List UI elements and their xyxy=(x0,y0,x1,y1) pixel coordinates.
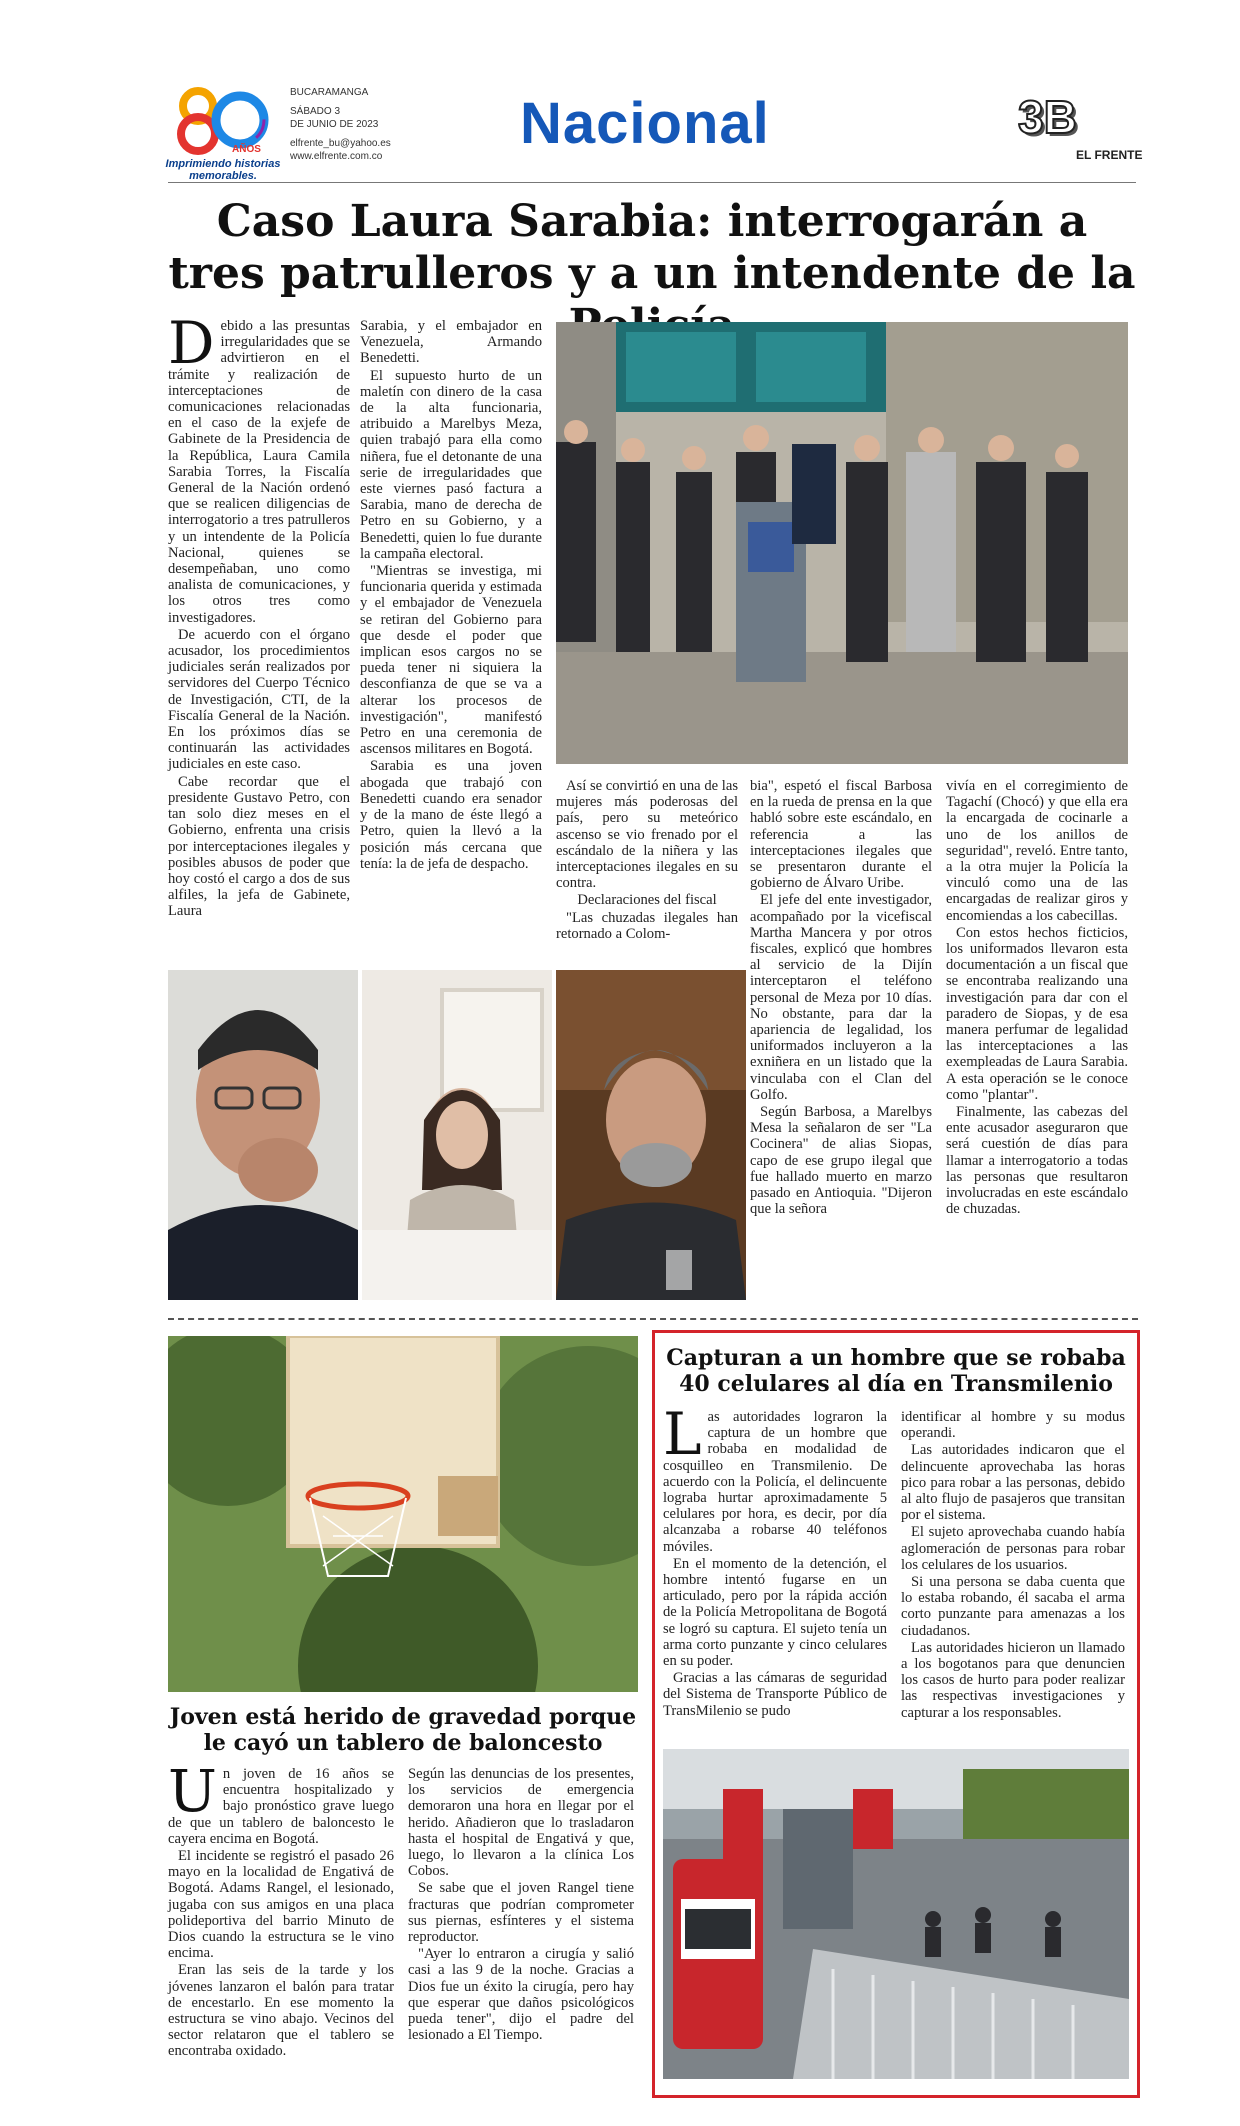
paper-name: EL FRENTE xyxy=(1076,148,1143,162)
article1-column-5 xyxy=(946,778,1128,1298)
transmilenio-station-photo xyxy=(663,1749,1129,2079)
page-number: 3B xyxy=(1018,91,1077,143)
press-conference-photo xyxy=(556,322,1128,764)
article3-column-1 xyxy=(168,1757,394,2096)
paragraph: Las autoridades hicieron un llamado a los bogotanos para que denuncien los casos de hurto para poder realizar las respectivas investigaciones y capturar a los responsables. xyxy=(901,1639,1125,1721)
paragraph: El sujeto aprovechaba cuando había aglomeración de personas para robar los celulares de los usuarios. xyxy=(901,1524,1125,1573)
transmilenio-article-box xyxy=(652,1330,1140,2098)
paragraph: bia", espetó el fiscal Barbosa en la rueda de prensa en la que habló sobre este escándalo, en referencia a las interceptaciones ilegales que se presentaron durante el gobierno de Álvaro Uribe. xyxy=(750,778,932,892)
date-line1: SÁBADO 3 xyxy=(290,106,341,117)
basketball-hoop-photo xyxy=(168,1336,638,1692)
paragraph: En el momento de la detención, el hombre intentó fugarse en un articulado, pero por la rápida acción de la Policía Metropolitana de Bogotá se logró su captura. El sujeto tenía un arma corto punzante y cinco celulares en su poder. xyxy=(663,1555,887,1670)
dropcap: L xyxy=(663,1400,702,1468)
sarabia-photo xyxy=(362,970,552,1300)
paragraph: Gracias a las cámaras de seguridad del Sistema de Transporte Público de TransMilenio se pudo xyxy=(663,1670,887,1719)
paragraph: El jefe del ente investigador, acompañado por la vicefiscal Martha Mancera y por otros fiscales, explicó que hombres al servicio de la Dijín interceptaron el teléfono personal de Meza por 10 días. No obstante, para dar la apariencia de legalidad, los uniformados incluyeron a la exniñera en un listado que la vinculaba con el Clan del Golfo. xyxy=(750,892,932,1103)
paragraph: Según las denuncias de los presentes, los servicios de emergencia demoraron una hora en llegar por el herido. Añadieron que lo trasladaron hasta el hospital de Engativá y que, luego, lo llevaron a la clínica Los Cobos. xyxy=(408,1766,634,1880)
edition-meta xyxy=(290,86,391,163)
petro-photo xyxy=(168,970,358,1300)
paragraph: Las autoridades indicaron que el delincuente aprovechaba las horas pico para robar a las personas, debido al alto flujo de pasajeros que transitan por el sistema. xyxy=(901,1442,1125,1524)
paragraph: "Mientras se investiga, mi funcionaria querida y estimada y el embajador de Venezuela se retiran del Gobierno para que desde el poder que implican esos cargos no se pueda tener ni siquiera la desconfianza de que se va a alterar los procesos de investigación", manifestó Petro en una ceremonia de ascensos militares en Bogotá. xyxy=(360,563,542,758)
website: www.elfrente.com.co xyxy=(290,151,383,162)
paragraph: "Las chuzadas ilegales han retornado a Colom- xyxy=(556,909,738,942)
paragraph: as autoridades lograron la captura de un hombre que robaba en modalidad de cosquilleo en Transmilenio. De acuerdo con la Policía, el delincuente lograba hurtar aproximadamente 5 celulares por hora, es decir, por día alcanzaba a robarse 40 teléfonos móviles. xyxy=(663,1409,887,1555)
paragraph: Según Barbosa, a Marelbys Mesa la señalaron de ser "La Cocinera" de alias Siopas, capo de ese grupo ilegal que fue hallado muerto en marzo pasado en Antioquia. "Dijeron que la señora xyxy=(750,1104,932,1218)
subheading: Declaraciones del fiscal xyxy=(577,892,717,909)
section-title: Nacional xyxy=(520,91,770,156)
paragraph: Si una persona se daba cuenta que lo estaba robando, él sacaba el arma corto punzante para amenazas a los ciudadanos. xyxy=(901,1574,1125,1639)
article2-column-2 xyxy=(901,1409,1125,1721)
paragraph: identificar al hombre y su modus operandi. xyxy=(901,1409,1125,1442)
paragraph: "Ayer lo entraron a cirugía y salió casi a las 9 de la noche. Gracias a Dios fue un éxito la cirugía, pero hay que esperar que daños psicológicos pueda tener", dijo el padre del lesionado a El Tiempo. xyxy=(408,1946,634,2044)
article1-column-4 xyxy=(750,778,932,1298)
paragraph: El incidente se registró el pasado 26 mayo en la localidad de Engativá de Bogotá. Adams Rangel, el lesionado, jugaba con sus amigos en una placa polideportiva del barrio Minuto de Dios cuando la estructura se le vino encima. xyxy=(168,1848,394,1962)
dropcap: U xyxy=(168,1757,217,1825)
paragraph: Sarabia, y el embajador en Venezuela, Armando Benedetti. xyxy=(360,318,542,367)
paragraph: Con estos hechos ficticios, los uniformados llevaron esta documentación a un fiscal que se encontraba realizando una investigación para dar con el paradero de Siopas, y de esa manera perfumar de legalidad las interceptaciones a las exempleadas de Laura Sarabia. A esta operación se le conoce como "plantar". xyxy=(946,924,1128,1103)
paragraph: Así se convirtió en una de las mujeres más poderosas del país, pero su meteórico ascenso se vio frenado por el escándalo de la niñera y las interceptaciones ilegales en su contra. xyxy=(556,778,738,892)
paragraph: n joven de 16 años se encuentra hospitalizado y bajo pronóstico grave luego de que un tablero de baloncesto le cayera encima en Bogotá. xyxy=(168,1766,394,1847)
section-separator xyxy=(168,1318,1138,1320)
basketball-headline: Joven está herido de gravedad porque le cayó un tablero de baloncesto xyxy=(169,1704,637,1756)
paragraph: Eran las seis de la tarde y los jóvenes lanzaron el balón para tratar de encestarlo. En ese momento la estructura se vino abajo. Vecinos del sector relataron que el tablero se encontraba oxidado. xyxy=(168,1962,394,2060)
logo-word: AÑOS xyxy=(232,144,261,155)
transmilenio-headline: Capturan a un hombre que se robaba 40 celulares al día en Transmilenio xyxy=(666,1345,1126,1397)
article1-column-2 xyxy=(360,318,542,958)
benedetti-photo xyxy=(556,970,746,1300)
email: elfrente_bu@yahoo.es xyxy=(290,138,391,149)
article2-column-1 xyxy=(663,1400,887,1719)
article1-column-3 xyxy=(556,778,738,958)
paragraph: Se sabe que el joven Rangel tiene fracturas que podrían comprometer sus piernas, esfínteres y el sistema reproductor. xyxy=(408,1880,634,1946)
article3-column-2 xyxy=(408,1766,634,2096)
article1-column-1 xyxy=(168,309,350,958)
header-divider xyxy=(168,182,1136,183)
paragraph: Sarabia es una joven abogada que trabajó con Benedetti cuando era senador y de la mano de éste llegó a Petro, quien la llevó a la posición más cercana que tenía: la de jefa de despacho. xyxy=(360,758,542,872)
logo-tagline: Imprimiendo historias memorables. xyxy=(165,158,281,182)
paragraph: vivía en el corregimiento de Tagachí (Chocó) y que ella era la encargada de cocinarle a uno de los anillos de seguridad", reveló. Entre tanto, a la otra mujer la Policía la vinculó como una de las encargadas de realizar giros y encomiendas a los cabecillas. xyxy=(946,778,1128,924)
anniversary-logo xyxy=(170,86,270,158)
paragraph: De acuerdo con el órgano acusador, los procedimientos judiciales serán realizados por servidores del Cuerpo Técnico de Investigación, CTI, de la Fiscalía General de la Nación. En los próximos días se continuarán las actividades judiciales en este caso. xyxy=(168,626,350,773)
date-line2: DE JUNIO DE 2023 xyxy=(290,119,379,130)
paragraph: Cabe recordar que el presidente Gustavo Petro, con tan solo diez meses en el Gobierno, enfrenta una crisis por interceptaciones ilegales y posibles abusos de poder que hoy costó el cargo a dos de sus alfiles, la jefa de Gabinete, Laura xyxy=(168,773,350,920)
paragraph: El supuesto hurto de un maletín con dinero de la casa de la alta funcionaria, atribuido a Marelbys Meza, quien trabajó para ella como niñera, fue el detonante de una serie de irregularidades que este viernes pasó factura a Sarabia, mano de derecha de Petro en su Gobierno, y a Benedetti, quien lo fue durante la campaña electoral. xyxy=(360,367,542,562)
main-headline: Caso Laura Sarabia: interrogarán a tres patrulleros y a un intendente de la xyxy=(168,196,1136,299)
city: BUCARAMANGA xyxy=(290,87,369,98)
dropcap: D xyxy=(168,309,215,377)
paragraph: Finalmente, las cabezas del ente acusador aseguraron que será cuestión de días para llamar a interrogatorio a todas las personas que resultaron involucradas en este escándalo de chuzadas. xyxy=(946,1104,1128,1218)
paragraph: ebido a las presuntas irregularidades que se advirtieron en el trámite y realización de interceptaciones de comunicaciones relacionadas en el caso de la exjefe de Gabinete de la Presidencia de la República, Laura Camila Sarabia Torres, la Fiscalía General de la Nación ordenó que se realicen diligencias de interrogatorio a tres patrulleros y un intendente de la Policía Nacional, quienes se desempeñaban, uno como analista de comunicaciones, y los otros tres como investigadores. xyxy=(168,318,350,626)
